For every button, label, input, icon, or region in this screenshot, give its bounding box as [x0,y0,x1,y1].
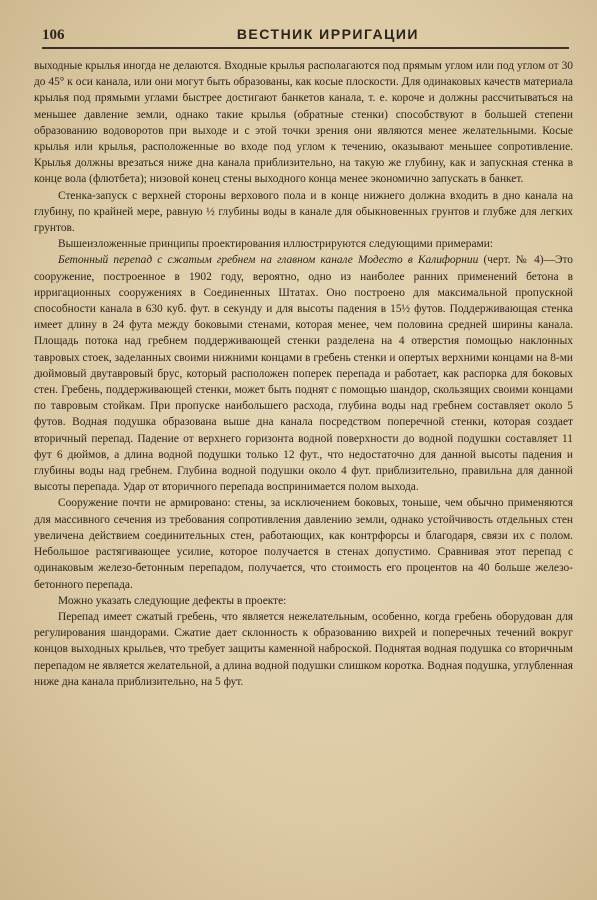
section-title-modesto: Бетонный перепад с сжатым гребнем на главном канале Модесто в Калифорнии [58,254,479,267]
paragraph-cutoff-wall: Стенка-запуск с верхней стороны верхового пола и в конце нижнего должна входить в дно канала на глубину, по крайней мере, равную ½ глубины воды в канале для обыкновенных грунтов и глубже для легких грунтов. [34,189,573,235]
paragraph-modesto-drop: Бетонный перепад с сжатым гребнем на главном канале Модесто в Калифорнии (черт. № 4)—Это сооружение, построенное в 1902 году, вероятно, одно из наиболее ранних применений бетона в ирригационных сооружениях в Соединенных Штатах. Оно построено для максимальной пропускной способности канала в 630 куб. фут. в секунду и для высоты падения в 15½ футов. Поддерживающая стенка имеет длину в 24 фута между боковыми стенами, которая менее, чем половина средней ширины канала. Площадь потока над гребнем поддерживающей стенки разделена на 4 отверстия помощью наклонных тавровых стоек, заделанных своими нижними концами в гребень стенки и опертых верхними концами на 8-ми дюймовый двутавровый брус, который расположен поперек перепада и работает, как распорка для боковых стен. Гребень, поддерживающей стенки, может быть поднят с помощью шандор, скользящих своими концами по тавровым стойкам. При пропуске наибольшего расхода, глубина воды над гребнем составляет около 5 футов. Водная подушка образована выше дна канала посредством поперечной стенки, которая создает вторичный перепад. Падение от верхнего горизонта водной поверхности до водной подушки составляет 11 фут 6 дюймов, а длина водной подушки только 12 фут., что недостаточно для данной высоты падения и глубины воды над гребнем. Глубина водной подушки около 4 фут. приблизительно, правильна для данной высоты перепада. Удар от вторичного перепада воспринимается полом выхода. [34,254,574,494]
running-header [42,26,569,49]
journal-title: ВЕСТНИК ИРРИГАЦИИ [236,26,419,42]
paragraph-reinforcement: Сооружение почти не армировано: стены, за исключением боковых, тоньше, чем обычно применяются для массивного сечения из требования сопротивления давлению земли, однако устойчивость отдельных стен увеличена действием соединительных стен, работающих, как контрфорсы и благодаря, связи их с полом. Небольшое растягивающее усилие, которое получается в стенах допустимо. Сравнивая этот перепад с одинаковым железо-бетонным перепадом, получается, что стоимость его процентов на 40 больше железо-бетонного перепада. [34,497,573,591]
paragraph-wings: выходные крылья иногда не делаются. Входные крылья располагаются под прямым углом или под углом от 30 до 45° к оси канала, или они могут быть образованы, как косые плоскости. Для одинаковых качеств материала крылья под прямыми углами быстрее достигают банкетов канала, т. е. короче и должны рассчитываться на меньшее давление земли, однако такие крылья (обратные стенки) способствуют в большей степени образованию водоворотов при выходе и с этой точки зрения они являются менее желательными. Косые крылья или крылья, расположенные во входе под углом к течению, оказывают меньшее сопротивление. Крылья должны врезаться ниже дна канала приблизительно, на такую же глубину, как и запускная стенка в конце вола (флютбета); низовой конец стены выходного конца менее экономично запускать в банкет. [34,60,573,186]
paragraph-defects-intro: Можно указать следующие дефекты в проекте: [58,594,287,607]
page-number: 106 [42,27,65,43]
article-body [34,58,573,690]
paragraph-examples-intro: Вышеизложенные принципы проектирования иллюстрируются следующими примерами: [58,238,493,251]
paragraph-defects: Перепад имеет сжатый гребень, что является нежелательным, особенно, когда гребень оборудован для регулирования шандорами. Сжатие дает склонность к образованию вихрей и поперечных течений вокруг концов выходных крыльев, что требует защиты каменной наброской. Поднятая водная подушка со вторичным перепадом не является желательной, а длина водной подушки слишком коротка. Водная подушка, углубленная ниже дна канала приблизительно, на 5 фут. [34,610,573,688]
